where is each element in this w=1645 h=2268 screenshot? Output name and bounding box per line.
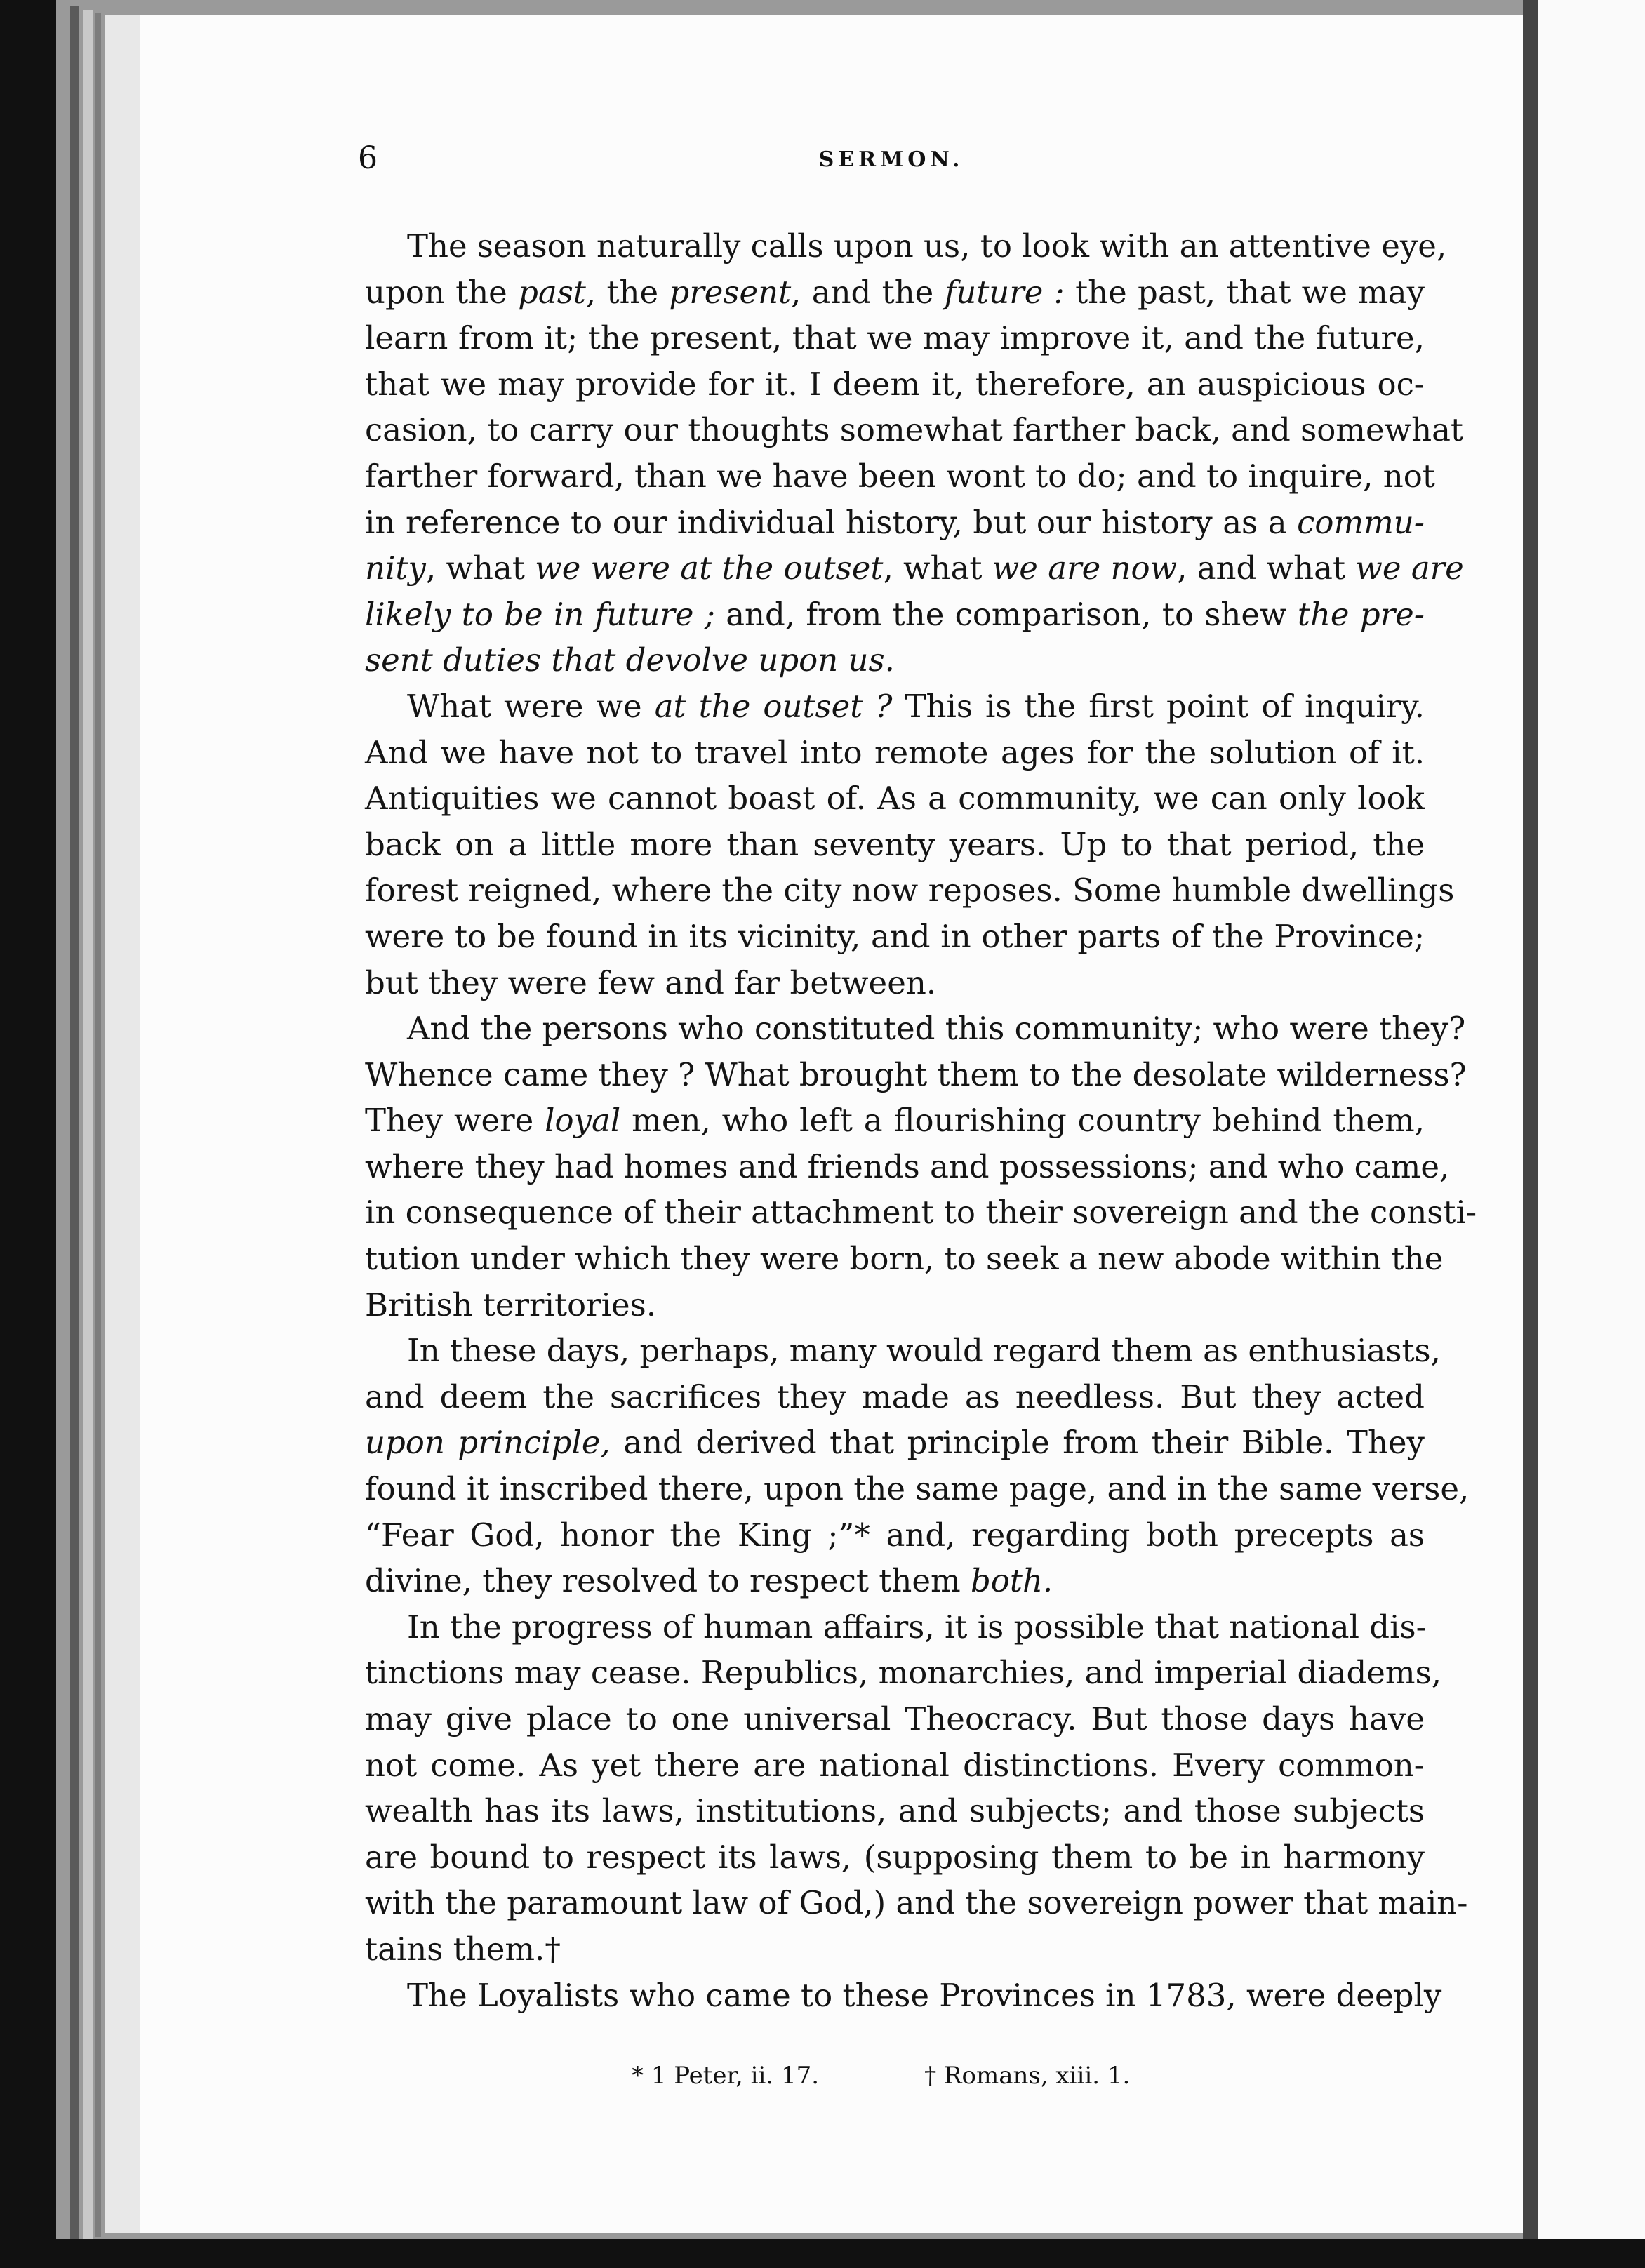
text-line	[365, 453, 1435, 500]
footnote: * 1 Peter, ii. 17.	[632, 2062, 820, 2090]
text-line	[365, 914, 1425, 960]
text-line	[365, 1189, 1477, 1236]
italic-text: nity	[365, 549, 426, 587]
text-span: tinctions may cease. Republics, monarchies, and imperial diadems,	[365, 1654, 1441, 1692]
text-line	[365, 637, 1425, 683]
text-span: were to be found in its vicinity, and in other parts of the Province;	[365, 917, 1425, 955]
text-span: found it inscribed there, upon the same page, and in the same verse,	[365, 1470, 1470, 1508]
text-span: And the persons who constituted this community; who were they?	[407, 1010, 1466, 1048]
text-line	[365, 1696, 1425, 1742]
italic-text: loyal	[545, 1102, 621, 1140]
text-line	[365, 223, 1447, 269]
text-span: What were we	[407, 687, 655, 725]
page-number: 6	[358, 140, 378, 176]
text-line	[365, 269, 1425, 316]
text-span: farther forward, than we have been wont to do; and to inquire, not	[365, 457, 1435, 495]
italic-text: future :	[944, 273, 1065, 311]
text-span: casion, to carry our thoughts somewhat farther back, and somewhat	[365, 411, 1464, 449]
text-span: are bound to respect its laws, (supposing them to be in harmony	[365, 1838, 1425, 1876]
text-line	[365, 1052, 1467, 1098]
text-line	[365, 1144, 1450, 1190]
text-span: wealth has its laws, institutions, and subjects; and those subjects	[365, 1792, 1425, 1830]
adjacent-page-strip	[1538, 0, 1645, 2268]
footnotes	[632, 2062, 1263, 2090]
text-span: , and the	[791, 273, 945, 311]
text-span: and derived that principle from their Bible. They	[610, 1424, 1425, 1462]
text-span: They were	[365, 1102, 545, 1140]
text-span: and deem the sacrifices they made as needless. But they acted	[365, 1378, 1425, 1415]
text-span: in reference to our individual history, but our history as a	[365, 503, 1298, 541]
text-line	[365, 1558, 1425, 1604]
text-line	[365, 1926, 1425, 1973]
text-line	[365, 500, 1425, 546]
text-span: men, who left a flourishing country behind them,	[620, 1102, 1425, 1140]
text-line	[365, 361, 1425, 408]
text-span: And we have not to travel into remote ages for the solution of it.	[365, 733, 1425, 771]
text-span: that we may provide for it. I deem it, therefore, an auspicious oc-	[365, 365, 1425, 403]
text-line	[365, 867, 1455, 914]
italic-text: past	[518, 273, 586, 311]
text-line	[365, 1328, 1441, 1374]
text-span: and, from the comparison, to shew	[714, 595, 1298, 633]
text-span: tains them.†	[365, 1930, 561, 1968]
text-span: back on a little more than seventy years. Up to that period, the	[365, 825, 1425, 863]
text-line	[365, 683, 1425, 730]
text-line	[365, 1512, 1425, 1559]
text-line	[365, 407, 1464, 453]
text-span: the past, that we may	[1064, 273, 1425, 311]
text-line	[365, 730, 1425, 776]
italic-text: the pre-	[1297, 595, 1425, 633]
text-line	[365, 592, 1425, 638]
text-line	[365, 1788, 1425, 1834]
text-line	[365, 1466, 1470, 1512]
text-span: Whence came they ? What brought them to the desolate wilderness?	[365, 1055, 1467, 1093]
text-line	[365, 1420, 1425, 1466]
italic-text: we are	[1355, 549, 1464, 587]
sermon-body-text	[365, 223, 1477, 2018]
text-span: not come. As yet there are national distinctions. Every common-	[365, 1746, 1425, 1784]
footnote: † Romans, xiii. 1.	[924, 2062, 1131, 2090]
text-span: may give place to one universal Theocracy. But those days have	[365, 1700, 1425, 1737]
italic-text: present	[669, 273, 792, 311]
italic-text: sent duties that devolve upon us.	[365, 641, 895, 679]
text-span: but they were few and far between.	[365, 963, 937, 1001]
running-head: SERMON.	[818, 147, 964, 172]
page-edge	[70, 6, 79, 2244]
text-span: British territories.	[365, 1286, 657, 1323]
page-edge	[95, 13, 101, 2237]
text-line	[365, 1236, 1444, 1282]
text-line	[365, 1742, 1425, 1789]
binding-shadow	[1523, 0, 1538, 2268]
text-span: forest reigned, where the city now reposes. Some humble dwellings	[365, 872, 1455, 909]
text-line	[365, 1880, 1468, 1926]
text-span: , what	[425, 549, 535, 587]
text-span: divine, they resolved to respect them	[365, 1562, 971, 1600]
italic-text: commu-	[1297, 503, 1425, 541]
text-line	[365, 1604, 1425, 1650]
text-span: The season naturally calls upon us, to look with an attentive eye,	[407, 227, 1447, 265]
text-span: Antiquities we cannot boast of. As a community, we can only look	[365, 780, 1425, 818]
text-line	[365, 775, 1425, 822]
text-line	[365, 1282, 1425, 1328]
text-span: The Loyalists who came to these Provinces in 1783, were deeply	[407, 1976, 1442, 2014]
scan-gutter-left	[0, 0, 56, 2268]
page-header	[358, 140, 1425, 182]
italic-text: at the outset ?	[654, 687, 893, 725]
text-span: , the	[585, 273, 670, 311]
italic-text: both.	[970, 1562, 1053, 1600]
text-span: “Fear God, honor the King ;”* and, regarding both precepts as	[365, 1516, 1425, 1554]
italic-text: upon principle,	[365, 1424, 611, 1462]
scan-bottom-edge	[0, 2239, 1645, 2268]
text-span: In the progress of human affairs, it is possible that national dis-	[407, 1608, 1427, 1646]
page-edge	[83, 10, 93, 2241]
text-span: , and what	[1177, 549, 1356, 587]
text-span: This is the first point of inquiry.	[892, 687, 1425, 725]
text-line	[365, 1973, 1442, 2019]
text-line	[365, 545, 1464, 592]
italic-text: we were at the outset	[535, 549, 884, 587]
text-span: with the paramount law of God,) and the sovereign power that main-	[365, 1884, 1468, 1922]
text-span: learn from it; the present, that we may improve it, and the future,	[365, 319, 1425, 357]
text-span: , what	[883, 549, 992, 587]
text-line	[365, 1374, 1425, 1420]
text-line	[365, 822, 1425, 868]
text-line	[365, 960, 1425, 1006]
text-line	[365, 1834, 1425, 1881]
text-span: In these days, perhaps, many would regard them as enthusiasts,	[407, 1332, 1441, 1370]
text-line	[365, 315, 1425, 361]
italic-text: likely to be in future ;	[365, 595, 715, 633]
text-span: tution under which they were born, to seek a new abode within the	[365, 1240, 1444, 1278]
text-line	[365, 1006, 1466, 1052]
italic-text: we are now	[992, 549, 1178, 587]
text-line	[365, 1650, 1441, 1696]
text-span: where they had homes and friends and possessions; and who came,	[365, 1147, 1450, 1185]
text-line	[365, 1098, 1425, 1144]
text-span: upon the	[365, 273, 519, 311]
text-span: in consequence of their attachment to their sovereign and the consti-	[365, 1194, 1477, 1232]
